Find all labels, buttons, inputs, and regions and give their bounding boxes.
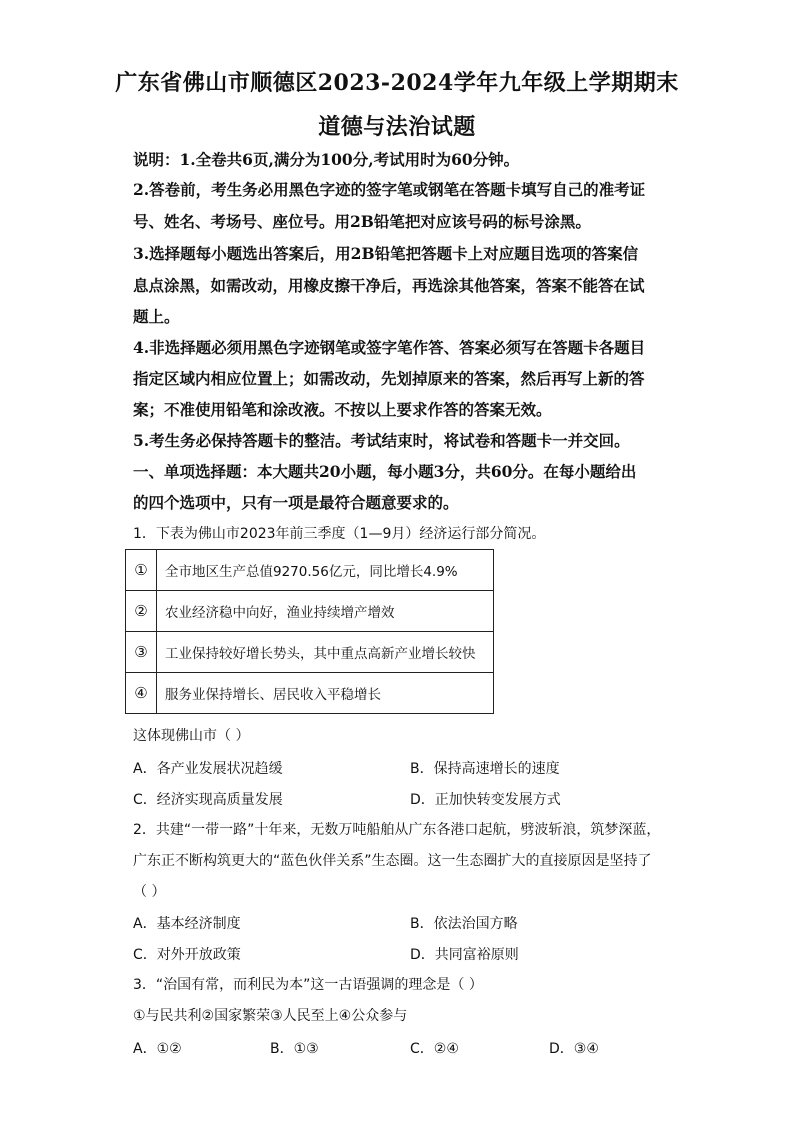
table-row xyxy=(126,632,494,673)
question-2-stem: （ ） xyxy=(133,884,166,900)
option-d: D．正加快转变发展方式 xyxy=(410,792,561,808)
economy-table xyxy=(125,549,494,714)
instruction-line: 指定区域内相应位置上；如需改动，先划掉原来的答案，然后再写上新的答 xyxy=(133,369,645,388)
option-c: C．②④ xyxy=(410,1041,459,1057)
question-1-prompt: 这体现佛山市（ ） xyxy=(133,728,250,744)
section-heading: 的四个选项中，只有一项是最符合题意要求的。 xyxy=(133,493,459,512)
row-number: ③ xyxy=(126,632,157,673)
question-3-items: ①与民共利②国家繁荣③人民至上④公众参与 xyxy=(133,1008,408,1024)
option-b: B．保持高速增长的速度 xyxy=(410,761,560,777)
question-1-stem: 1．下表为佛山市2023年前三季度（1—9月）经济运行部分简况。 xyxy=(133,526,546,542)
table-row xyxy=(126,591,494,632)
row-text: 服务业保持增长、居民收入平稳增长 xyxy=(157,673,494,714)
instruction-line: 5.考生务必保持答题卡的整洁。考试结束时，将试卷和答题卡一并交回。 xyxy=(133,431,630,450)
row-number: ② xyxy=(126,591,157,632)
table-row xyxy=(126,550,494,591)
row-number: ④ xyxy=(126,673,157,714)
table-row xyxy=(126,673,494,714)
row-text: 全市地区生产总值9270.56亿元，同比增长4.9% xyxy=(157,550,494,591)
option-a: A．①② xyxy=(133,1041,182,1057)
instruction-line: 案；不准使用铅笔和涂改液。不按以上要求作答的答案无效。 xyxy=(133,400,552,419)
row-text: 工业保持较好增长势头，其中重点高新产业增长较快 xyxy=(157,632,494,673)
instruction-line: 题上。 xyxy=(133,307,180,326)
instruction-line: 2.答卷前，考生务必用黑色字迹的签字笔或钢笔在答题卡填写自己的准考证 xyxy=(133,180,646,199)
option-c: C．经济实现高质量发展 xyxy=(133,792,283,808)
instruction-line: 4.非选择题必须用黑色字迹钢笔或签字笔作答、答案必须写在答题卡各题目 xyxy=(133,338,646,357)
section-heading: 一、单项选择题：本大题共20小题，每小题3分，共60分。在每小题给出 xyxy=(133,462,637,481)
row-number: ① xyxy=(126,550,157,591)
option-d: D．③④ xyxy=(549,1041,599,1057)
option-a: A．各产业发展状况趋缓 xyxy=(133,761,283,777)
row-text: 农业经济稳中向好，渔业持续增产增效 xyxy=(157,591,494,632)
instruction-line: 说明：1.全卷共6页,满分为100分,考试用时为60分钟。 xyxy=(133,150,520,169)
exam-title: 广东省佛山市顺德区2023-2024学年九年级上学期期末 xyxy=(115,70,679,96)
instruction-line: 3.选择题每小题选出答案后，用2B铅笔把答题卡上对应题目选项的答案信 xyxy=(133,244,639,263)
instruction-line: 号、姓名、考场号、座位号。用2B铅笔把对应该号码的标号涂黑。 xyxy=(133,212,591,231)
option-c: C．对外开放政策 xyxy=(133,947,241,963)
question-2-stem: 2．共建“一带一路”十年来，无数万吨船舶从广东各港口起航，劈波斩浪，筑梦深蓝， xyxy=(133,822,661,838)
question-3-stem: 3．“治国有常，而利民为本”这一古语强调的理念是（ ） xyxy=(133,977,483,993)
question-2-stem: 广东正不断构筑更大的“蓝色伙伴关系”生态圈。这一生态圈扩大的直接原因是坚持了 xyxy=(133,853,652,869)
option-b: B．依法治国方略 xyxy=(410,916,518,932)
option-b: B．①③ xyxy=(270,1041,319,1057)
exam-subtitle: 道德与法治试题 xyxy=(318,114,476,140)
instruction-line: 息点涂黑，如需改动，用橡皮擦干净后，再选涂其他答案，答案不能答在试 xyxy=(133,276,645,295)
option-a: A．基本经济制度 xyxy=(133,916,241,932)
option-d: D．共同富裕原则 xyxy=(410,947,519,963)
